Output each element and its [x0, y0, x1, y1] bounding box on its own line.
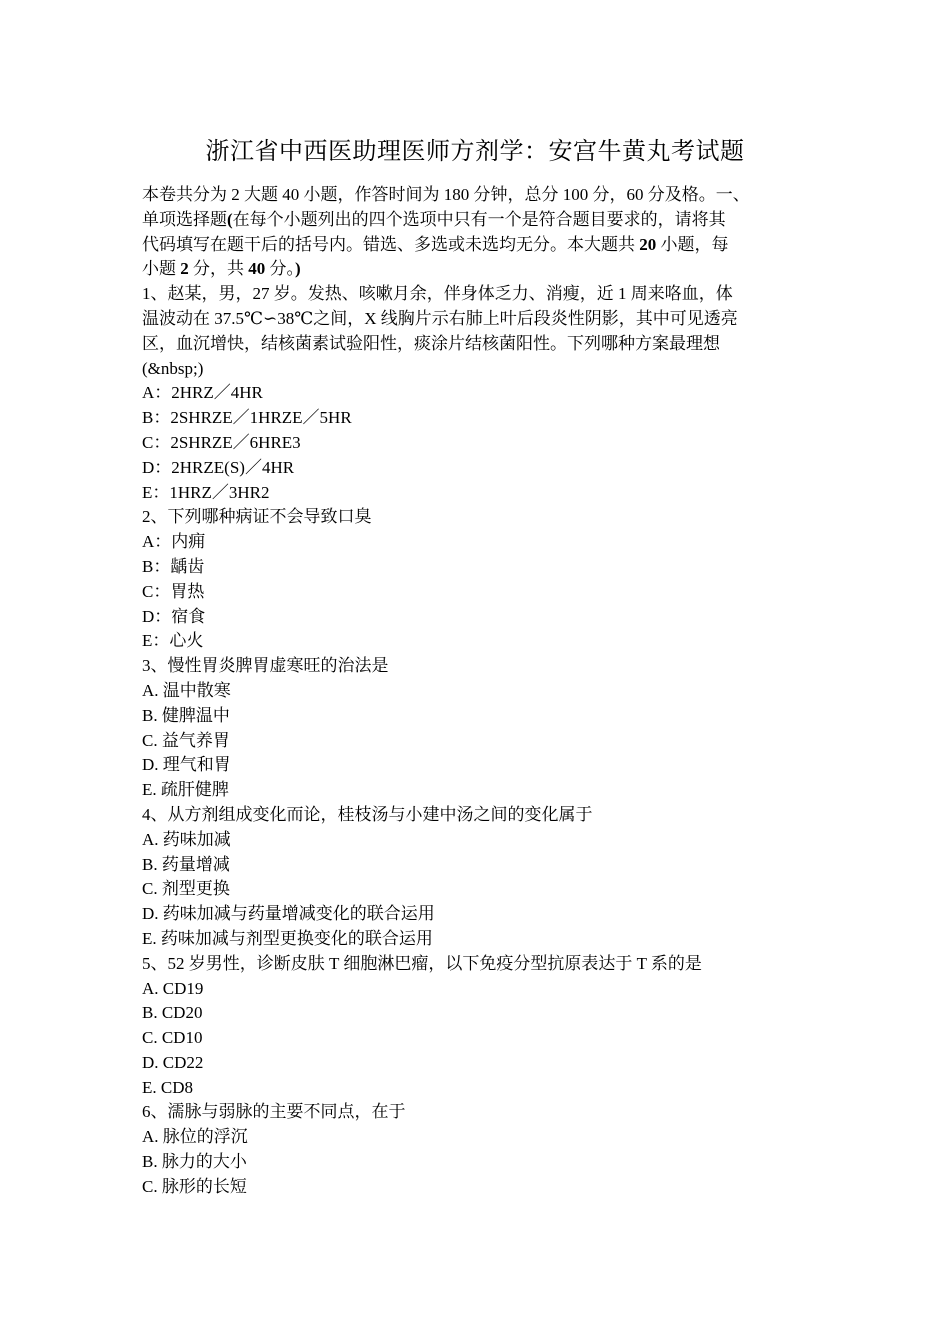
answer-option: C：胃热 [142, 581, 205, 601]
question-stem: 1、赵某，男，27 岁。发热、咳嗽月余，伴身体乏力、消瘦，近 1 周来咯血，体 [142, 284, 733, 304]
document-title: 浙江省中西医助理医师方剂学：安宫牛黄丸考试题 [205, 139, 745, 165]
answer-option: B：2SHRZE／1HRZE／5HR [142, 408, 352, 428]
answer-option: B. CD20 [142, 1003, 203, 1023]
intro-text: 分，共 [188, 259, 249, 279]
answer-option: C. 益气养胃 [142, 730, 230, 750]
answer-option: B：龋齿 [142, 556, 205, 576]
intro-bold-total: 40 [248, 259, 266, 279]
intro-text: 代码填写在题干后的括号内。错选、多选或未选均无分。本大题共 [142, 234, 640, 254]
question-stem: 2、下列哪种病证不会导致口臭 [142, 507, 372, 527]
question-item [142, 803, 812, 952]
intro-line-4 [142, 257, 812, 282]
answer-option: D：宿食 [142, 606, 206, 626]
question-stem: 6、濡脉与弱脉的主要不同点，在于 [142, 1102, 406, 1122]
answer-option: E：1HRZ／3HR2 [142, 482, 270, 502]
answer-option: E. CD8 [142, 1077, 193, 1097]
answer-option: A：内痈 [142, 532, 206, 552]
answer-option: A. 温中散寒 [142, 680, 231, 700]
intro-text: 小题 [142, 259, 181, 279]
intro-bold-count: 20 [639, 234, 657, 254]
answer-option: D. 药味加减与药量增减变化的联合运用 [142, 904, 435, 924]
answer-option: C. 脉形的长短 [142, 1176, 247, 1196]
intro-text: 分。 [265, 259, 295, 279]
question-list [142, 282, 812, 1199]
question-item [142, 505, 812, 654]
question-item [142, 654, 812, 803]
answer-option: D：2HRZE(S)／4HR [142, 457, 295, 477]
answer-option: B. 药量增减 [142, 854, 230, 874]
answer-option: C. CD10 [142, 1028, 203, 1048]
intro-line-2 [142, 208, 812, 233]
intro-bold-paren: ( [227, 209, 233, 229]
question-item [142, 282, 812, 505]
question-stem: 3、慢性胃炎脾胃虚寒旺的治法是 [142, 656, 389, 676]
answer-option: B. 脉力的大小 [142, 1152, 247, 1172]
intro-text: 小题，每 [656, 234, 729, 254]
answer-option: E. 药味加减与剂型更换变化的联合运用 [142, 928, 433, 948]
intro-text: 在每个小题列出的四个选项中只有一个是符合题目要求的，请将其 [232, 209, 726, 229]
answer-option: E：心火 [142, 631, 204, 651]
intro-bold-paren: ) [295, 259, 301, 279]
intro-bold-points: 2 [180, 259, 189, 279]
answer-option: A. CD19 [142, 978, 204, 998]
question-stem: 4、从方剂组成变化而论，桂枝汤与小建中汤之间的变化属于 [142, 804, 593, 824]
answer-option: C：2SHRZE／6HRE3 [142, 432, 301, 452]
intro-line-3 [142, 233, 812, 258]
answer-option: B. 健脾温中 [142, 705, 230, 725]
answer-option: D. 理气和胃 [142, 755, 231, 775]
answer-option: A：2HRZ／4HR [142, 383, 263, 403]
intro-paragraph [142, 183, 812, 282]
question-item [142, 952, 812, 1101]
question-stem: 温波动在 37.5℃∽38℃之间，X 线胸片示右肺上叶后段炎性阴影，其中可见透亮 [142, 308, 738, 328]
answer-option: C. 剂型更换 [142, 879, 230, 899]
answer-option: A. 药味加减 [142, 829, 231, 849]
answer-option: E. 疏肝健脾 [142, 780, 229, 800]
document-body [142, 183, 812, 1200]
question-stem: (&nbsp;) [142, 358, 204, 378]
intro-text: 单项选择题 [142, 209, 227, 229]
question-stem: 5、52 岁男性，诊断皮肤 T 细胞淋巴瘤，以下免疫分型抗原表达于 T 系的是 [142, 953, 702, 973]
intro-line-1: 本卷共分为 2 大题 40 小题，作答时间为 180 分钟，总分 100 分，60 分及格。一、 [142, 185, 750, 204]
question-item [142, 1100, 812, 1199]
question-stem: 区，血沉增快，结核菌素试验阳性，痰涂片结核菌阳性。下列哪种方案最理想 [142, 333, 720, 353]
answer-option: D. CD22 [142, 1052, 204, 1072]
answer-option: A. 脉位的浮沉 [142, 1127, 248, 1147]
